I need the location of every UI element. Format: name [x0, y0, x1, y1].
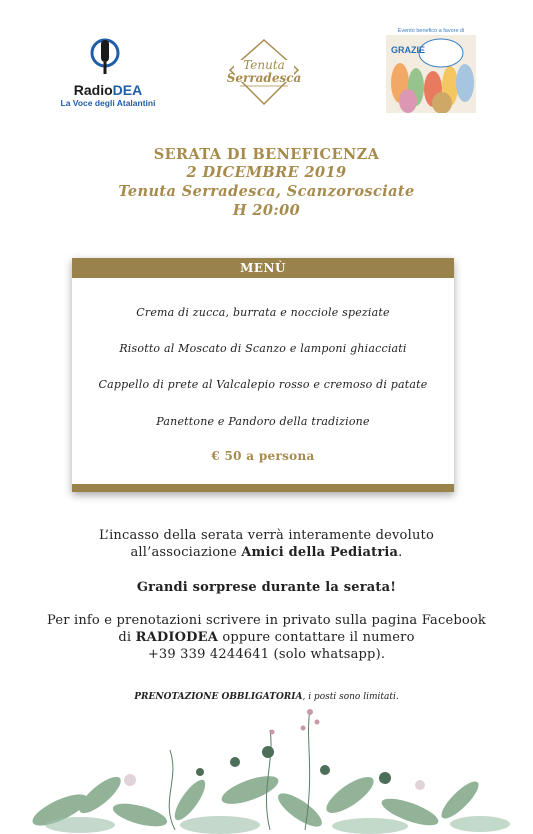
donation-text-line1: L’incasso della serata verrà interamente devoluto — [99, 528, 434, 543]
floral-decoration — [20, 700, 513, 834]
tenuta-line1: Tenuta — [243, 58, 285, 72]
info-text-line2 — [0, 630, 533, 645]
grazie-top-text: Evento benefico a favore di — [397, 28, 465, 34]
menu-dish: Risotto al Moscato di Scanzo e lamponi ghiacciati — [119, 342, 407, 355]
event-title: SERATA DI BENEFICENZA — [153, 146, 380, 163]
surprises-text: Grandi sorprese durante la serata! — [136, 580, 397, 595]
association-name: Amici della Pediatria — [241, 545, 399, 560]
info-prefix: di — [118, 630, 136, 645]
menu-footer-bar — [72, 484, 454, 492]
menu-card — [72, 258, 454, 492]
tenuta-serradesca-logo — [226, 38, 302, 108]
donation-suffix: . — [398, 545, 403, 560]
microphone-icon — [90, 38, 120, 78]
radiodea-name-dea: DEA — [112, 82, 143, 98]
menu-dish: Crema di zucca, burrata e nocciole speziate — [136, 306, 390, 319]
menu-dish: Panettone e Pandoro della tradizione — [156, 415, 370, 428]
menu-price: € 50 a persona — [211, 449, 315, 463]
radiodea-name — [48, 82, 168, 98]
menu-title: MENÙ — [72, 258, 454, 278]
event-time: H 20:00 — [232, 202, 301, 219]
grazie-word: GRAZIE — [390, 45, 426, 55]
donation-prefix: all’associazione — [130, 545, 242, 560]
radiodea-mention: RADIODEA — [135, 630, 219, 645]
notice-rest: , i posti sono limitati. — [302, 692, 399, 702]
phone-number-text: +39 339 4244641 (solo whatsapp). — [147, 647, 386, 662]
radiodea-logo — [48, 38, 168, 110]
radiodea-name-radio: Radio — [73, 82, 113, 98]
tenuta-line2: Serradesca — [226, 71, 302, 85]
radiodea-tagline: La Voce degli Atalantini — [60, 98, 156, 108]
info-text-line1: Per info e prenotazioni scrivere in privato sulla pagina Facebook — [46, 613, 487, 628]
grazie-charity-logo — [386, 23, 476, 113]
event-date: 2 DICEMBRE 2019 — [186, 164, 347, 181]
info-suffix: oppure contattare il numero — [218, 630, 415, 645]
notice-bold: PRENOTAZIONE OBBLIGATORIA — [134, 692, 303, 702]
donation-text-line2 — [0, 545, 533, 560]
event-venue: Tenuta Serradesca, Scanzorosciate — [118, 183, 415, 200]
menu-dish: Cappello di prete al Valcalepio rosso e cremoso di patate — [98, 378, 428, 391]
